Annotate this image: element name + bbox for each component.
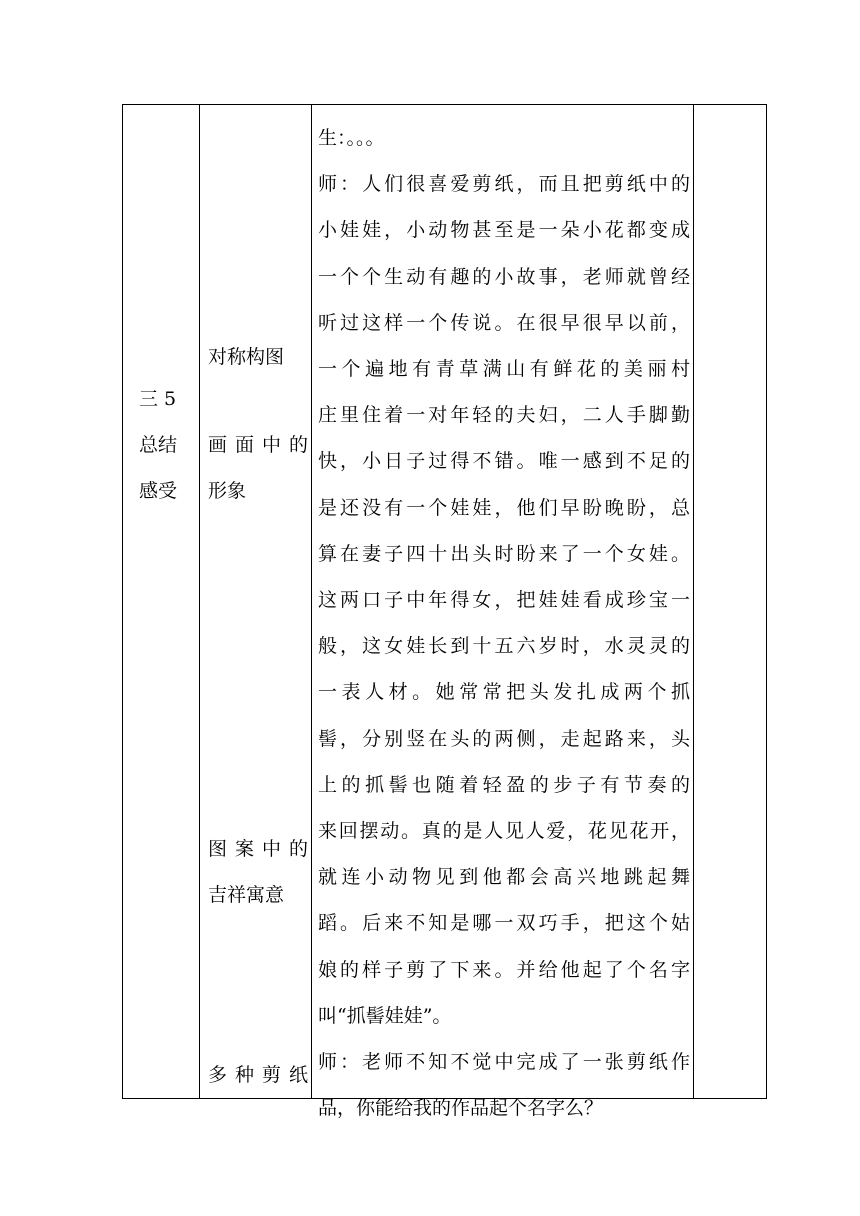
activity-cell bbox=[312, 105, 694, 1120]
lesson-plan-table bbox=[122, 104, 767, 1120]
text-line: 是还没有一个娃娃，他们早盼晚盼，总 bbox=[318, 496, 690, 519]
text-line: 来回摆动。真的是人见人爱，花见花开， bbox=[318, 820, 690, 843]
text-line: 师：老师不知不觉中完成了一张剪纸作 bbox=[318, 1051, 690, 1074]
text-line: 一个个生动有趣的小故事，老师就曾经 bbox=[318, 265, 690, 288]
stage-label-line-1: 三 5 bbox=[139, 388, 177, 410]
key-point-image-figure-line-2: 形象 bbox=[208, 480, 247, 502]
text-line: 庄里住着一对年轻的夫妇，二人手脚勤 bbox=[318, 404, 690, 427]
text-line: 这两口子中年得女，把娃娃看成珍宝一 bbox=[318, 589, 690, 612]
text-line: 算在妻子四十出头时盼来了一个女娃。 bbox=[318, 542, 690, 565]
text-line: 生：。。。 bbox=[318, 127, 385, 149]
text-line: 小娃娃，小动物甚至是一朵小花都变成 bbox=[318, 219, 690, 242]
text-line: 听过这样一个传说。在很早很早以前， bbox=[318, 311, 690, 334]
text-line: 髻，分别竖在头的两侧，走起路来，头 bbox=[318, 727, 690, 750]
text-line: 上的抓髻也随着轻盈的步子有节奏的 bbox=[318, 773, 690, 796]
stage-cell bbox=[123, 105, 200, 1099]
teaching-dialogue bbox=[318, 115, 690, 1131]
key-point-paper-cut-types: 多种剪纸 bbox=[208, 1064, 316, 1086]
text-line: 娘的样子剪了下来。并给他起了个名字 bbox=[318, 958, 690, 981]
key-point-symmetric-composition: 对称构图 bbox=[208, 346, 285, 368]
key-point-image-figure-line-1: 画面中的 bbox=[208, 434, 316, 456]
key-point-auspicious-meaning-line-1: 图案中的 bbox=[208, 838, 316, 860]
text-line: 就连小动物见到他都会高兴地跳起舞 bbox=[318, 866, 690, 889]
text-line: 品，你能给我的作品起个名字么？ bbox=[318, 1097, 604, 1120]
text-line: 一个遍地有青草满山有鲜花的美丽村 bbox=[318, 358, 690, 381]
text-line: 师：人们很喜爱剪纸，而且把剪纸中的 bbox=[318, 173, 690, 196]
text-line: 叫“抓髻娃娃”。 bbox=[318, 1004, 452, 1027]
key-points-cell bbox=[200, 105, 316, 1099]
text-line: 一表人材。她常常把头发扎成两个抓 bbox=[318, 681, 690, 704]
key-point-auspicious-meaning-line-2: 吉祥寓意 bbox=[208, 884, 285, 906]
stage-label-line-2: 总结 bbox=[139, 434, 178, 456]
text-line: 快，小日子过得不错。唯一感到不足的 bbox=[318, 450, 690, 473]
table-row bbox=[123, 105, 767, 1099]
notes-cell bbox=[694, 105, 767, 1099]
text-line: 蹈。后来不知是哪一双巧手，把这个姑 bbox=[318, 912, 690, 935]
stage-label-line-3: 感受 bbox=[139, 480, 178, 502]
text-line: 般，这女娃长到十五六岁时，水灵灵的 bbox=[318, 635, 690, 658]
